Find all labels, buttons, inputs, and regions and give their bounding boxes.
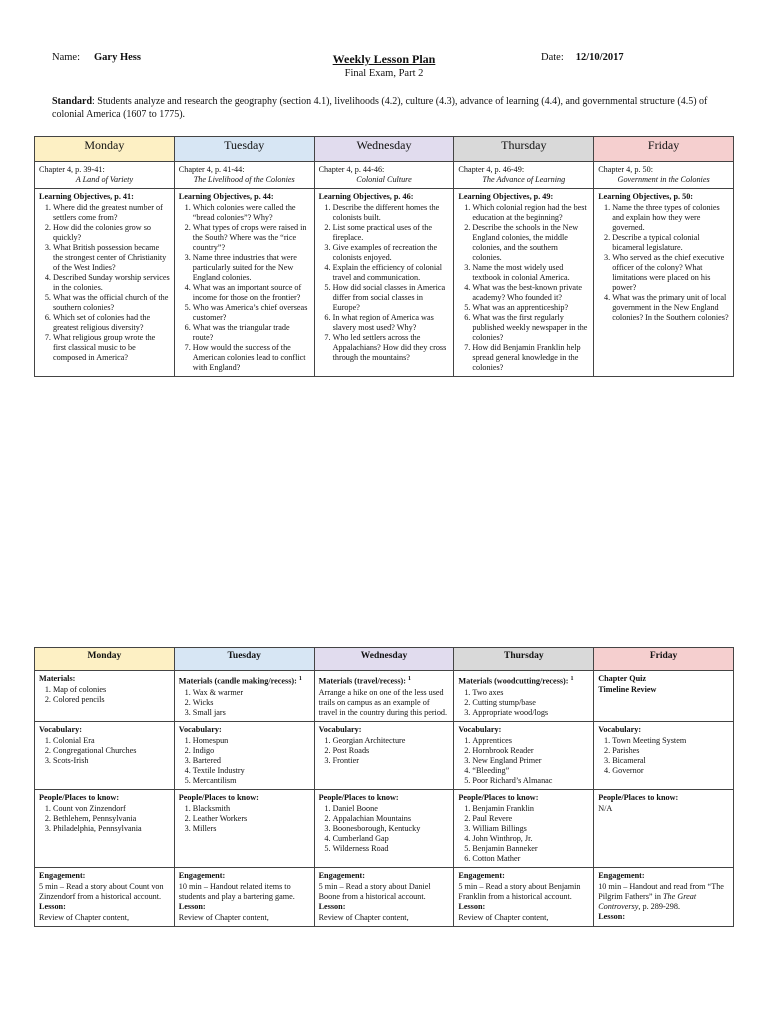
day-header-row — [35, 137, 734, 162]
engagement-text-main: 10 min – Handout and read from “The Pilgrim Fathers” in — [598, 881, 724, 901]
list-item: 1. Count von Zinzendorf — [53, 804, 170, 814]
lesson-label: Lesson — [458, 901, 483, 911]
engagement-cell — [454, 867, 594, 926]
day-header-row-2 — [35, 648, 734, 671]
list-item: 3. Millers — [193, 824, 310, 834]
standard-text: : Students analyze and research the geography (section 4.1), livelihoods (4.2), culture (4.3), advance of learning (4.4), and governmental structure (4.5) of colonial America (1607 to 1775). — [52, 96, 708, 120]
lesson-text: Review of Chapter content, — [39, 912, 130, 922]
lesson-label: Lesson — [598, 911, 623, 921]
materials-list — [39, 685, 170, 705]
materials-label: Materials (woodcutting/recess) — [458, 676, 566, 686]
engagement-label: Engagement — [39, 870, 83, 880]
day-header-monday: Monday — [35, 137, 175, 162]
list-item: 1. Daniel Boone — [333, 804, 450, 814]
materials-list — [458, 688, 589, 718]
list-item: 7. Who led settlers across the Appalachians? How did they cross through the mountains? — [333, 333, 450, 363]
date-field — [541, 52, 624, 63]
people-label: People/Places to know — [458, 792, 536, 802]
chapter-cell — [594, 162, 734, 189]
list-item: 4. “Bleeding” — [472, 766, 589, 776]
materials-heading: Materials (woodcutting/recess): $^1$ — [458, 676, 574, 686]
engagement-text-main: 5 min – Read a story about Daniel Boone from a historical account. — [318, 881, 431, 901]
name-label: Name: — [52, 52, 80, 63]
objectives-heading: Learning Objectives, p. 49: — [458, 192, 554, 201]
vocabulary-list — [598, 736, 729, 776]
objectives-heading: Learning Objectives, p. 50: — [598, 192, 694, 201]
objectives-heading: Learning Objectives, p. 46: — [318, 192, 414, 201]
list-item: 3. Give examples of recreation the colonists enjoyed. — [333, 243, 450, 263]
vocabulary-cell — [174, 721, 314, 789]
objectives-list — [39, 203, 170, 363]
date-value: 12/10/2017 — [575, 52, 624, 63]
vocabulary-label: Vocabulary — [318, 724, 359, 734]
lesson-label: Lesson — [178, 901, 203, 911]
objectives-label: Learning Objectives, p. 44 — [178, 192, 271, 201]
list-item: 3. Who served as the chief executive officer of the colony? What limitations were placed on his power? — [612, 253, 729, 293]
standard-label: Standard — [52, 96, 93, 107]
chapter-cell — [454, 162, 594, 189]
vocabulary-list — [179, 736, 310, 786]
materials-row — [35, 671, 734, 722]
list-item: 2. Leather Workers — [193, 814, 310, 824]
materials-heading: Materials (candle making/recess): $^1$ — [178, 676, 302, 686]
list-item: 3. Philadelphia, Pennsylvania — [53, 824, 170, 834]
title-block — [0, 52, 768, 79]
objectives-heading: Learning Objectives, p. 41: — [39, 192, 134, 201]
list-item: 1. Benjamin Franklin — [472, 804, 589, 814]
engagement-heading: Engagement: — [39, 870, 86, 880]
list-item: 7. How did Benjamin Franklin help spread general knowledge in the colonies? — [472, 343, 589, 373]
materials-note: Arrange a hike on one of the less used trails on campus as an example of travel in the country during this period. — [318, 687, 448, 717]
chapter-title: Government in the Colonies — [617, 175, 710, 184]
engagement-label: Engagement — [178, 870, 223, 880]
list-item: 5. Benjamin Banneker — [472, 844, 589, 854]
chapter-title: A Land of Variety — [75, 175, 134, 184]
people-label: People/Places to know — [178, 792, 257, 802]
materials-heading: Materials (travel/recess): $^1$ — [318, 676, 411, 686]
engagement-text-main: 10 min – Handout related items to students and play a bartering game. — [178, 881, 295, 901]
list-item: 5. What was the official church of the southern colonies? — [53, 293, 170, 313]
lesson-text: Review of Chapter content, — [458, 912, 549, 922]
list-item: 7. What religious group wrote the first classical music to be composed in America? — [53, 333, 170, 363]
materials-list — [179, 688, 310, 718]
list-item: 4. Textile Industry — [193, 766, 310, 776]
list-item: 5. How did social classes in America differ from social classes in Europe? — [333, 283, 450, 313]
list-item: 1. Colonial Era — [53, 736, 170, 746]
engagement-label: Engagement — [318, 870, 363, 880]
list-item: 4. What was an important source of income for those on the frontier? — [193, 283, 310, 303]
footnote-ref: 1 — [407, 676, 411, 682]
day-header-tuesday: Tuesday — [174, 137, 314, 162]
list-item: 2. Paul Revere — [472, 814, 589, 824]
people-cell — [594, 789, 734, 867]
list-item: 3. Small jars — [193, 708, 310, 718]
list-item: 1. Map of colonies — [53, 685, 170, 695]
page-subtitle: Final Exam, Part 2 — [344, 68, 424, 79]
materials-label: Materials (travel/recess) — [318, 676, 404, 686]
objectives-list — [598, 203, 729, 323]
objectives-heading: Learning Objectives, p. 44: — [178, 192, 274, 201]
standard-statement — [52, 96, 724, 121]
list-item: 6. What was the triangular trade route? — [193, 323, 310, 343]
list-item: 3. Boonesborough, Kentucky — [333, 824, 450, 834]
list-item: 2. Wicks — [193, 698, 310, 708]
materials-label: Chapter Quiz — [598, 674, 647, 683]
list-item: 6. Which set of colonies had the greatest religious diversity? — [53, 313, 170, 333]
people-heading: People/Places to know: — [178, 792, 259, 802]
list-item: 5. Mercantilism — [193, 776, 310, 786]
vocabulary-heading: Vocabulary: — [598, 724, 642, 734]
list-item: 4. Explain the efficiency of colonial travel and communication. — [333, 263, 450, 283]
materials-note: Timeline Review — [598, 685, 657, 694]
engagement-heading: Engagement: — [178, 870, 226, 880]
engagement-text — [598, 882, 729, 912]
list-item: 2. Describe a typical colonial bicameral legislature. — [612, 233, 729, 253]
chapter-cell — [35, 162, 175, 189]
people-label: People/Places to know — [318, 792, 396, 802]
people-list — [179, 804, 310, 834]
vocabulary-heading: Vocabulary: — [458, 724, 502, 734]
chapter-title: The Advance of Learning — [482, 175, 566, 184]
engagement-text — [179, 882, 310, 902]
list-item: 4. What was the primary unit of local government in the New England colonies? In the Southern colonies? — [612, 293, 729, 323]
objectives-row — [35, 189, 734, 377]
lesson-label: Lesson — [318, 901, 343, 911]
list-item: 1. Apprentices — [472, 736, 589, 746]
people-list — [319, 804, 450, 854]
people-cell — [314, 789, 454, 867]
objectives-cell — [314, 189, 454, 377]
name-value: Gary Hess — [94, 52, 141, 63]
vocabulary-cell — [314, 721, 454, 789]
list-item: 3. Bartered — [193, 756, 310, 766]
list-item: 2. List some practical uses of the fireplace. — [333, 223, 450, 243]
objectives-list — [458, 203, 589, 373]
list-item: 3. What British possession became the strongest center of Christianity of the West Indies? — [53, 243, 170, 273]
objectives-cell — [174, 189, 314, 377]
list-item: 1. Blacksmith — [193, 804, 310, 814]
engagement-text — [39, 882, 170, 902]
vocabulary-row — [35, 721, 734, 789]
engagement-heading: Engagement: — [598, 870, 645, 880]
lesson-text: Review of Chapter content, — [178, 912, 269, 922]
chapter-reference: Chapter 4, p. 44-46: — [318, 165, 385, 174]
list-item: 6. Cotton Mather — [472, 854, 589, 864]
objectives-table — [34, 136, 734, 377]
lesson-label: Lesson — [39, 901, 64, 911]
materials-cell — [314, 671, 454, 722]
people-label: People/Places to know — [598, 792, 676, 802]
list-item: 2. Parishes — [612, 746, 729, 756]
list-item: 1. Where did the greatest number of settlers come from? — [53, 203, 170, 223]
footnote-ref: 1 — [298, 676, 302, 682]
objectives-list — [179, 203, 310, 373]
list-item: 3. Appropriate wood/logs — [472, 708, 589, 718]
engagement-row — [35, 867, 734, 926]
vocabulary-cell — [35, 721, 175, 789]
engagement-cell — [35, 867, 175, 926]
engagement-cell — [594, 867, 734, 926]
list-item: 5. What was an apprenticeship? — [472, 303, 589, 313]
list-item: 4. Described Sunday worship services in the colonies. — [53, 273, 170, 293]
list-item: 3. Frontier — [333, 756, 450, 766]
materials-cell — [454, 671, 594, 722]
objectives-cell — [35, 189, 175, 377]
people-heading: People/Places to know: — [598, 792, 679, 802]
list-item: 2. Appalachian Mountains — [333, 814, 450, 824]
day-header-wednesday: Wednesday — [314, 648, 454, 671]
list-item: 4. Cumberland Gap — [333, 834, 450, 844]
list-item: 2. Hornbrook Reader — [472, 746, 589, 756]
people-label: People/Places to know — [39, 792, 117, 802]
people-note: N/A — [598, 803, 613, 813]
list-item: 1. Georgian Architecture — [333, 736, 450, 746]
people-list — [39, 804, 170, 834]
people-heading: People/Places to know: — [318, 792, 399, 802]
engagement-label: Engagement — [598, 870, 642, 880]
engagement-label: Engagement — [458, 870, 503, 880]
footnote-ref: 1 — [570, 676, 574, 682]
vocabulary-label: Vocabulary — [39, 724, 80, 734]
list-item: 2. Congregational Churches — [53, 746, 170, 756]
list-item: 1. Two axes — [472, 688, 589, 698]
objectives-list — [319, 203, 450, 363]
objectives-label: Learning Objectives, p. 50 — [598, 192, 691, 201]
lesson-heading: Lesson: — [318, 901, 346, 911]
chapter-row — [35, 162, 734, 189]
engagement-heading: Engagement: — [458, 870, 505, 880]
list-item: 3. Name the most widely used textbook in colonial America. — [472, 263, 589, 283]
materials-heading — [598, 674, 729, 684]
lesson-heading: Lesson: — [39, 901, 66, 911]
list-item: 5. Wilderness Road — [333, 844, 450, 854]
chapter-reference: Chapter 4, p. 50: — [598, 165, 653, 174]
vocabulary-list — [319, 736, 450, 766]
vocabulary-label: Vocabulary — [598, 724, 639, 734]
objectives-cell — [454, 189, 594, 377]
materials-label: Materials — [39, 674, 73, 683]
list-item: 2. Post Roads — [333, 746, 450, 756]
materials-cell — [35, 671, 175, 722]
lesson-text: Review of Chapter content, — [318, 912, 409, 922]
list-item: 1. Name the three types of colonies and explain how they were governed. — [612, 203, 729, 233]
vocabulary-list — [39, 736, 170, 766]
engagement-text — [458, 882, 589, 902]
vocabulary-heading: Vocabulary: — [178, 724, 222, 734]
vocabulary-cell — [594, 721, 734, 789]
list-item: 2. Bethlehem, Pennsylvania — [53, 814, 170, 824]
list-item: 1. Describe the different homes the colonists built. — [333, 203, 450, 223]
people-cell — [174, 789, 314, 867]
list-item: 5. Poor Richard’s Almanac — [472, 776, 589, 786]
materials-label: Materials (candle making/recess) — [178, 676, 295, 686]
materials-cell — [594, 671, 734, 722]
list-item: 6. In what region of America was slavery most used? Why? — [333, 313, 450, 333]
people-cell — [454, 789, 594, 867]
date-label: Date: — [541, 52, 564, 63]
chapter-cell — [314, 162, 454, 189]
list-item: 2. Indigo — [193, 746, 310, 756]
chapter-reference: Chapter 4, p. 39-41: — [39, 165, 105, 174]
lesson-heading: Lesson: — [178, 901, 206, 911]
engagement-text-main: 5 min – Read a story about Count von Zinzendorf from a historical account. — [39, 881, 164, 901]
objectives-label: Learning Objectives, p. 49 — [458, 192, 551, 201]
engagement-book-title: The Great Controversy — [598, 891, 697, 911]
list-item: 1. Wax & warmer — [193, 688, 310, 698]
day-header-thursday: Thursday — [454, 648, 594, 671]
objectives-cell — [594, 189, 734, 377]
day-header-thursday: Thursday — [454, 137, 594, 162]
vocabulary-label: Vocabulary — [178, 724, 219, 734]
engagement-text — [319, 882, 450, 902]
list-item: 2. What types of crops were raised in the South? Where was the “rice country”? — [193, 223, 310, 253]
materials-cell — [174, 671, 314, 722]
day-header-wednesday: Wednesday — [314, 137, 454, 162]
list-item: 3. Bicameral — [612, 756, 729, 766]
chapter-title: Colonial Culture — [356, 175, 412, 184]
engagement-text-main: 5 min – Read a story about Benjamin Franklin from a historical account. — [458, 881, 581, 901]
list-item: 2. How did the colonies grow so quickly? — [53, 223, 170, 243]
list-item: 3. Name three industries that were particularly suited for the New England colonies. — [193, 253, 310, 283]
list-item: 3. New England Primer — [472, 756, 589, 766]
engagement-cell — [174, 867, 314, 926]
list-item: 6. What was the first regularly published weekly newspaper in the colonies? — [472, 313, 589, 343]
list-item: 3. William Billings — [472, 824, 589, 834]
list-item: 2. Cutting stump/base — [472, 698, 589, 708]
vocabulary-heading: Vocabulary: — [318, 724, 362, 734]
materials-table — [34, 647, 734, 927]
chapter-cell — [174, 162, 314, 189]
objectives-label: Learning Objectives, p. 41 — [39, 192, 132, 201]
chapter-reference: Chapter 4, p. 46-49: — [458, 165, 525, 174]
people-row — [35, 789, 734, 867]
engagement-heading: Engagement: — [318, 870, 365, 880]
page-title: Weekly Lesson Plan — [332, 52, 436, 66]
list-item: 4. Governor — [612, 766, 729, 776]
list-item: 1. Town Meeting System — [612, 736, 729, 746]
vocabulary-cell — [454, 721, 594, 789]
list-item: 7. How would the success of the American colonies lead to conflict with England? — [193, 343, 310, 373]
vocabulary-heading: Vocabulary: — [39, 724, 82, 734]
materials-heading: Materials: — [39, 674, 76, 683]
vocabulary-list — [458, 736, 589, 786]
engagement-cell — [314, 867, 454, 926]
people-cell — [35, 789, 175, 867]
list-item: 4. John Winthrop, Jr. — [472, 834, 589, 844]
objectives-label: Learning Objectives, p. 46 — [318, 192, 411, 201]
people-list — [458, 804, 589, 864]
chapter-reference: Chapter 4, p. 41-44: — [178, 165, 245, 174]
list-item: 4. What was the best-known private academy? Who founded it? — [472, 283, 589, 303]
list-item: 1. Which colonies were called the “bread colonies”? Why? — [193, 203, 310, 223]
chapter-title: The Livelihood of the Colonies — [193, 175, 295, 184]
list-item: 5. Who was America’s chief overseas customer? — [193, 303, 310, 323]
list-item: 2. Describe the schools in the New England colonies, the middle colonies, and the southern colonies. — [472, 223, 589, 263]
people-heading: People/Places to know: — [458, 792, 539, 802]
vocabulary-label: Vocabulary — [458, 724, 499, 734]
lesson-heading: Lesson: — [458, 901, 486, 911]
day-header-monday: Monday — [35, 648, 175, 671]
day-header-friday: Friday — [594, 648, 734, 671]
list-item: 1. Homespun — [193, 736, 310, 746]
list-item: 2. Colored pencils — [53, 695, 170, 705]
list-item: 1. Which colonial region had the best education at the beginning? — [472, 203, 589, 223]
day-header-friday: Friday — [594, 137, 734, 162]
list-item: 3. Scots-Irish — [53, 756, 170, 766]
engagement-text-after: , p. 289-298. — [638, 901, 680, 911]
people-heading: People/Places to know: — [39, 792, 120, 802]
day-header-tuesday: Tuesday — [174, 648, 314, 671]
lesson-heading: Lesson: — [598, 911, 626, 921]
